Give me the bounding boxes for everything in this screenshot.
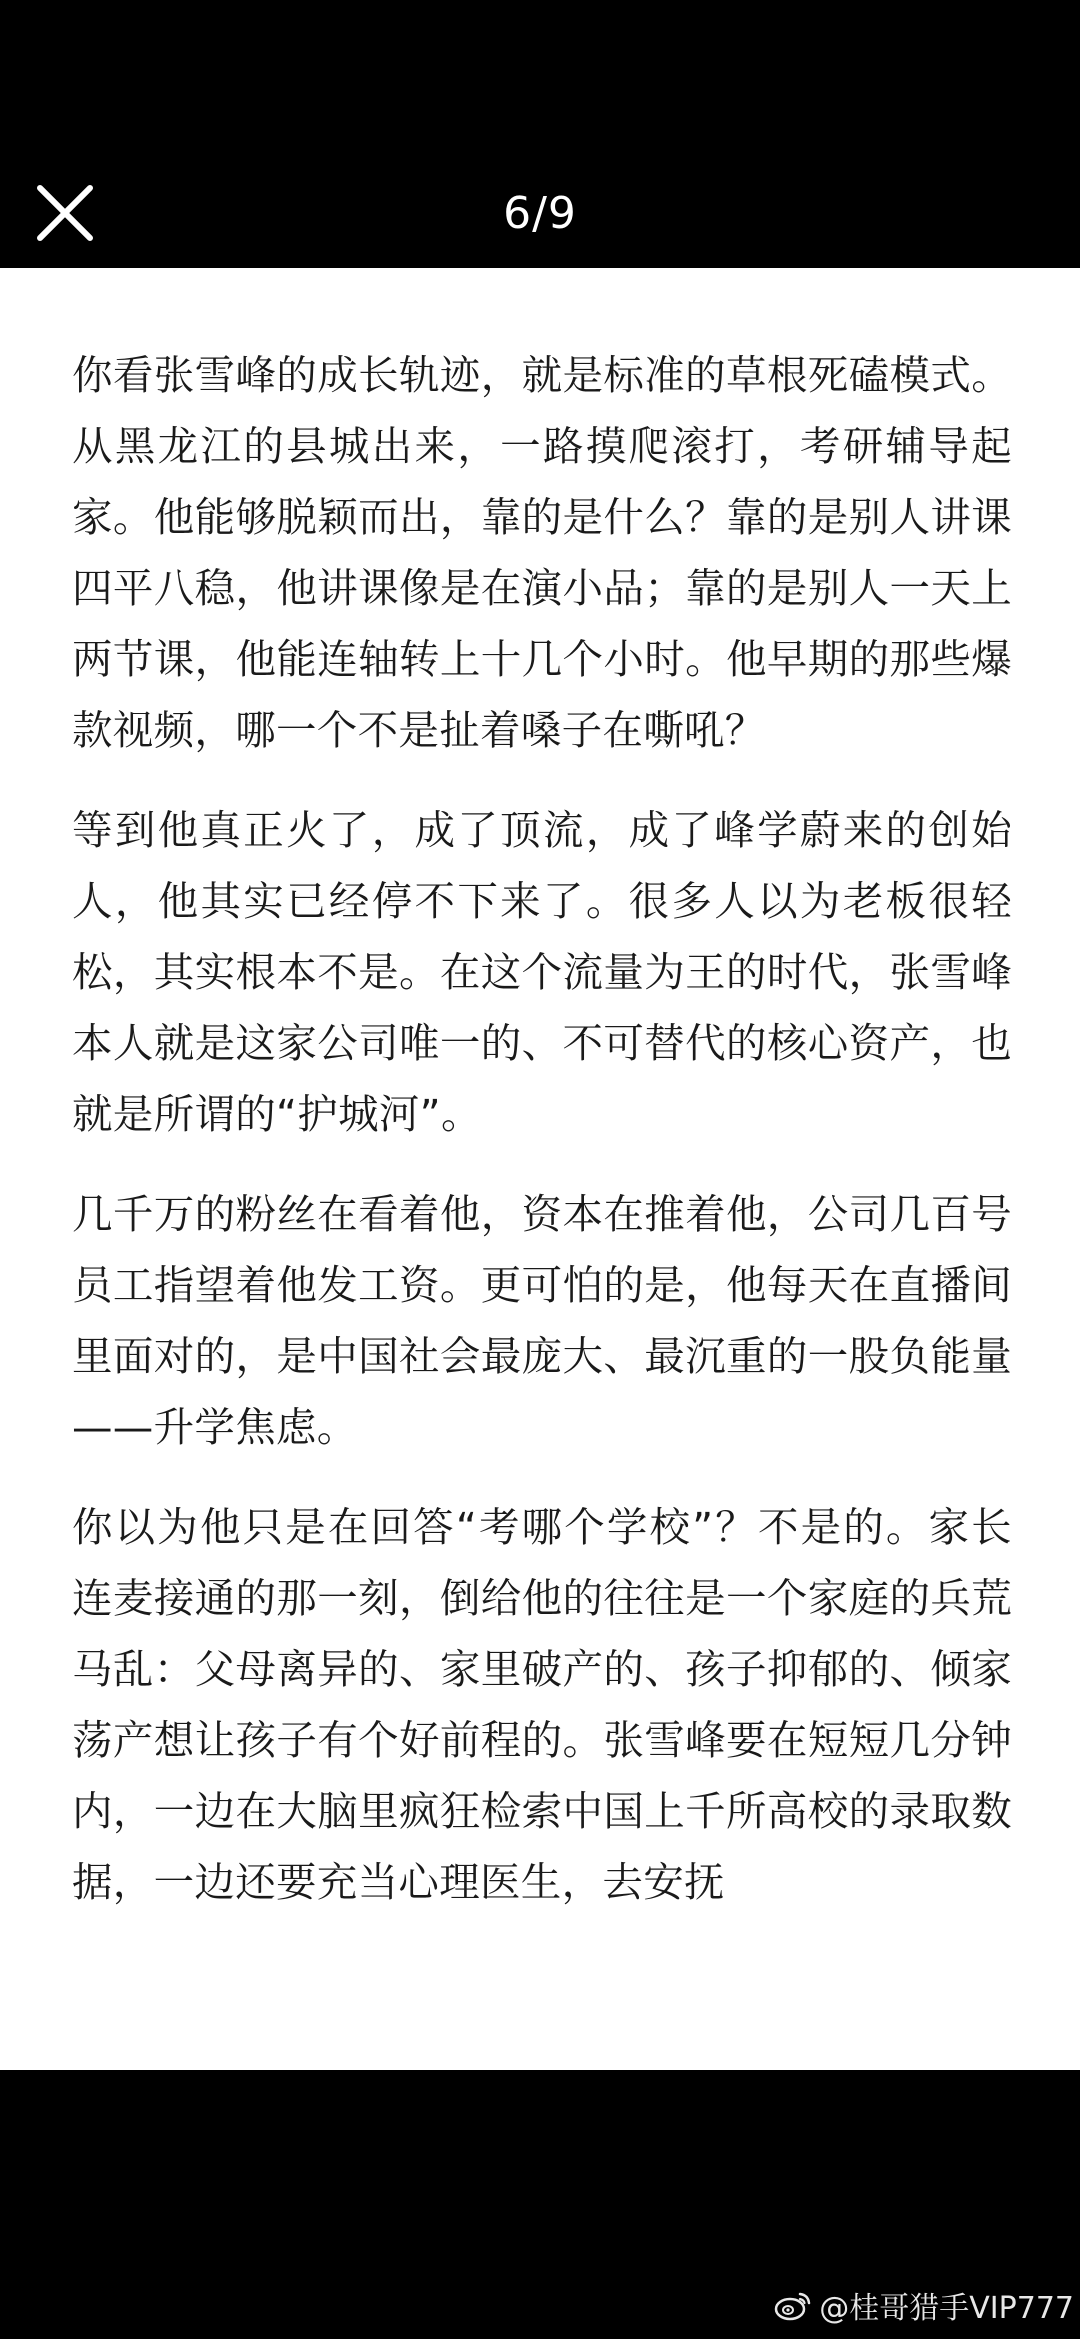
paragraph-2: 等到他真正火了，成了顶流，成了峰学蔚来的创始人，他其实已经停不下来了。很多人以为老板很轻松，其实根本不是。在这个流量为王的时代，张雪峰本人就是这家公司唯一的、不可替代的核心资产，也就是所谓的“护城河”。 [72,806,1012,1138]
weibo-icon [773,2288,813,2322]
paragraph-3: 几千万的粉丝在看着他，资本在推着他，公司几百号员工指望着他发工资。更可怕的是，他每天在直播间里面对的，是中国社会最庞大、最沉重的一股负能量——升学焦虑。 [72,1190,1012,1451]
paragraph-4: 你以为他只是在回答“考哪个学校”？不是的。家长连麦接通的那一刻，倒给他的往往是一个家庭的兵荒马乱：父母离异的、家里破产的、孩子抑郁的、倾家荡产想让孩子有个好前程的。张雪峰要在短短几分钟内，一边在大脑里疯狂检索中国上千所高校的录取数据，一边还要充当心理医生，去安抚 [72,1503,1012,1906]
viewer-bottom-area [0,2070,1080,2339]
watermark-text: @桂哥猎手VIP777 [819,2291,1074,2326]
image-content [0,268,1080,2070]
page-counter: 6/9 [503,188,577,239]
paragraph-1: 你看张雪峰的成长轨迹，就是标准的草根死磕模式。从黑龙江的县城出来，一路摸爬滚打，考研辅导起家。他能够脱颖而出，靠的是什么？靠的是别人讲课四平八稳，他讲课像是在演小品；靠的是别人一天上两节课，他能连轴转上十几个小时。他早期的那些爆款视频，哪一个不是扯着嗓子在嘶吼？ [72,351,1012,754]
article-text [72,340,1012,1947]
watermark [773,2281,1074,2329]
viewer-top-bar [0,0,1080,268]
